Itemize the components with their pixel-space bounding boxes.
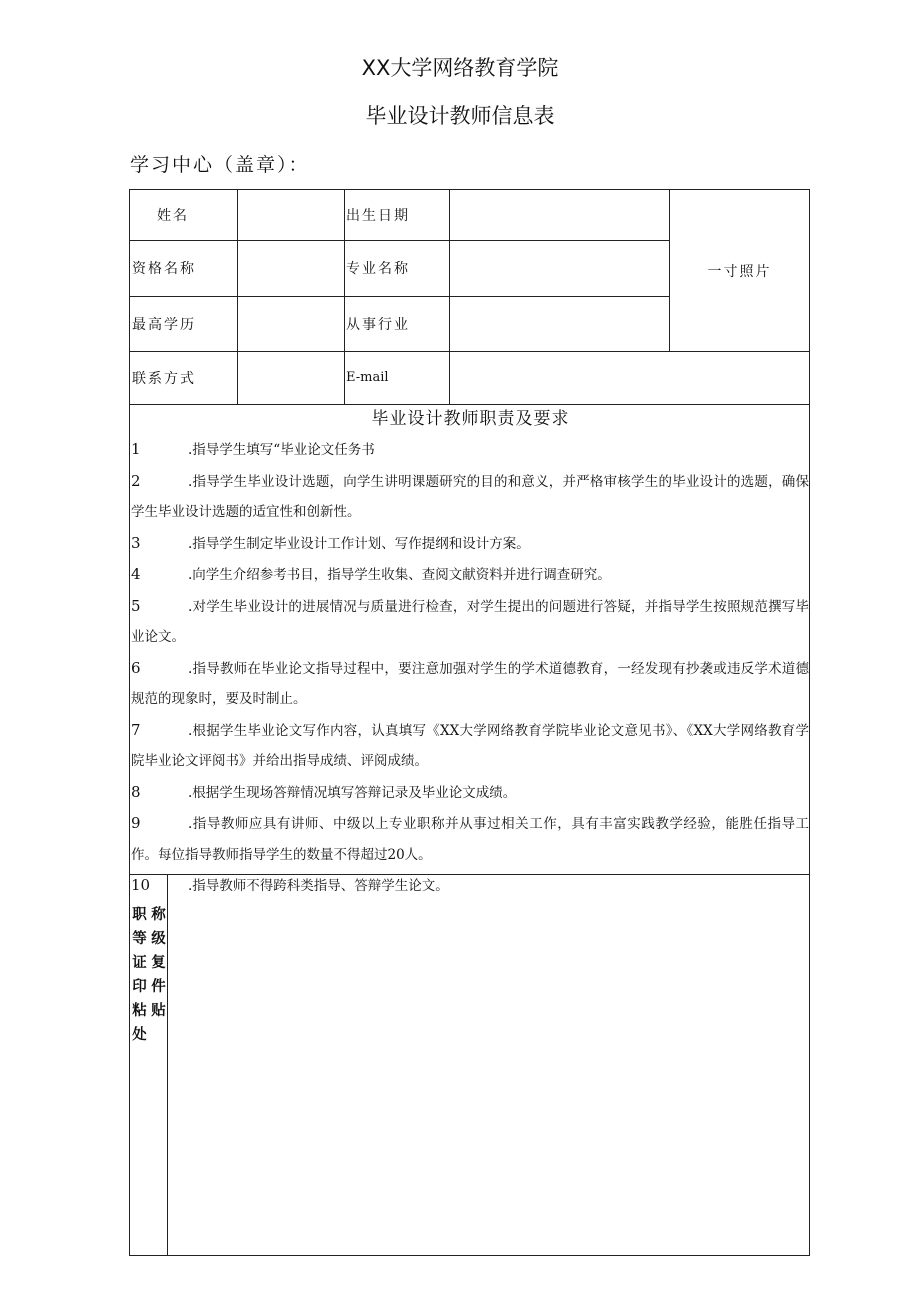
duty-item: 6 .指导教师在毕业论文指导过程中，要注意加强对学生的学术道德教育，一经发现有抄袭或违反学术道德规范的现象时，要及时制止。	[131, 658, 809, 707]
industry-label: 从事行业	[346, 316, 410, 333]
row-divider	[130, 351, 809, 352]
learning-center-label: 学习中心（盖章）：	[130, 154, 310, 176]
highest-education-label: 最高学历	[132, 316, 196, 333]
birth-date-label: 出生日期	[346, 208, 410, 224]
duties-title: 毕业设计教师职责及要求	[371, 409, 570, 429]
duty-item: 10 .指导教师不得跨科类指导、答辩学生论文。	[131, 876, 449, 894]
email-label: E-mail	[346, 370, 389, 385]
duty-item: 1 .指导学生填写“毕业论文任务书	[131, 440, 375, 458]
qualification-label: 资格名称	[132, 261, 196, 277]
certificate-paste-label: 职 称 等 级 证 复 印 件 粘 贴 处	[132, 907, 166, 1043]
duty-item: 5 .对学生毕业设计的进展情况与质量进行检查，对学生提出的问题进行答疑，并指导学生按照规范撰写毕业论文。	[131, 596, 809, 645]
duty-item: 3 .指导学生制定毕业设计工作计划、写作提纲和设计方案。	[131, 533, 530, 552]
duty-item: 7 .根据学生毕业论文写作内容，认真填写《XX大学网络教育学院毕业论文意见书》、《XX大学网络教育学院毕业论文评阅书》并给出指导成绩、评阅成绩。	[131, 720, 809, 769]
column-divider	[237, 190, 238, 404]
duties-list	[131, 434, 809, 894]
name-label: 姓名	[157, 208, 189, 224]
document-title: XX大学网络教育学院	[361, 56, 559, 80]
duty-item: 4 .向学生介绍参考书目，指导学生收集、查阅文献资料并进行调查研究。	[131, 565, 611, 583]
form-title: 毕业设计教师信息表	[365, 104, 555, 128]
certificate-paste-area	[168, 875, 809, 1255]
column-divider	[449, 190, 450, 404]
column-divider	[344, 190, 345, 404]
duty-item: 8 .根据学生现场答辩情况填写答辩记录及毕业论文成绩。	[131, 782, 517, 801]
form-table	[129, 189, 810, 1256]
contact-label: 联系方式	[132, 370, 196, 387]
major-label: 专业名称	[346, 261, 410, 277]
duty-item: 9 .指导教师应具有讲师、中级以上专业职称并从事过相关工作，具有丰富实践教学经验，能胜任指导工作。每位指导教师指导学生的数量不得超过20人。	[131, 814, 809, 863]
duty-item: 2 .指导学生毕业设计选题，向学生讲明课题研究的目的和意义，并严格审核学生的毕业设计的选题，确保学生毕业设计选题的适宜性和创新性。	[131, 471, 809, 520]
photo-placeholder: 一寸照片	[707, 263, 772, 280]
